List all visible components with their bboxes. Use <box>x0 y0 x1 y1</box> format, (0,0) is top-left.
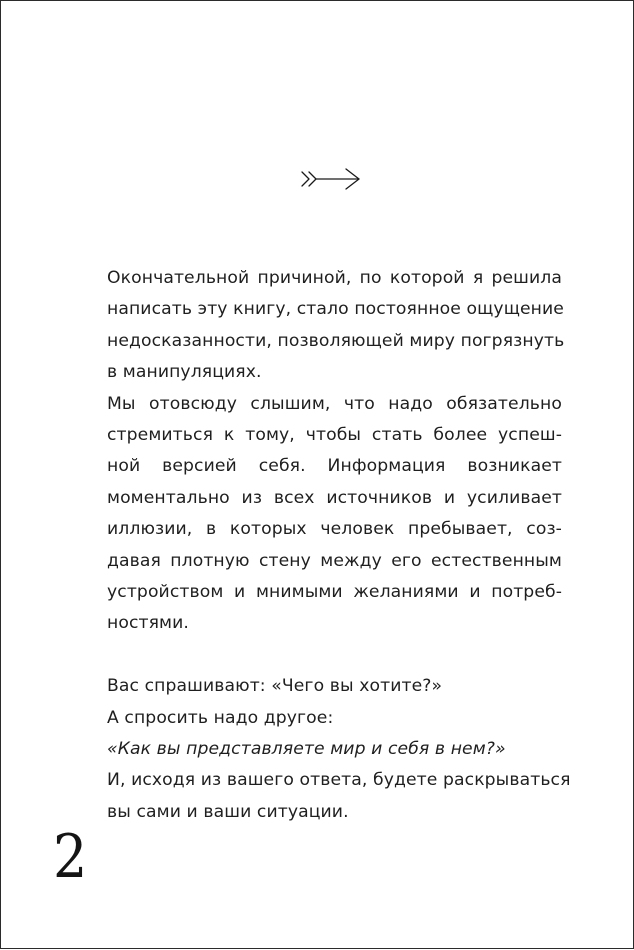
text-line: давая плотную стену между его естественным <box>107 550 562 571</box>
text-line: А спросить надо другое: <box>107 707 334 728</box>
text-line: И, исходя из вашего ответа, будете раскрываться <box>107 770 571 791</box>
text-line: Вас спрашивают: «Чего вы хотите?» <box>107 676 443 697</box>
text-line: иллюзии, в которых человек пребывает, соз- <box>107 519 562 540</box>
text-line: ной версией себя. Информация возникает <box>107 456 562 477</box>
paragraph-illusions <box>107 389 562 640</box>
text-line: недосказанности, позволяющей миру погрязнуть <box>107 330 565 351</box>
text-line: написать эту книгу, стало постоянное ощущение <box>107 299 564 320</box>
paragraph-reason <box>107 263 565 389</box>
text-line: Мы отовсюду слышим, что надо обязательно <box>107 393 562 414</box>
text-line: в манипуляциях. <box>107 362 262 383</box>
paragraph-question <box>107 671 571 828</box>
text-line: Окончательной причиной, по которой я решила <box>107 268 562 288</box>
main-text <box>107 263 571 828</box>
italic-question: «Как вы представляете мир и себя в нем?» <box>107 739 506 760</box>
text-line: вы сами и ваши ситуации. <box>107 801 349 822</box>
page-number: 2 <box>53 822 88 892</box>
paragraph-spacer <box>107 640 562 671</box>
text-line: моментально из всех источников и усиливает <box>107 487 562 508</box>
text-line: стремиться к тому, чтобы стать более успеш- <box>107 425 562 446</box>
text-line: устройством и мнимыми желаниями и потреб- <box>107 582 562 603</box>
text-line: ностями. <box>107 613 189 634</box>
double-chevron-arrow-icon <box>299 165 363 193</box>
